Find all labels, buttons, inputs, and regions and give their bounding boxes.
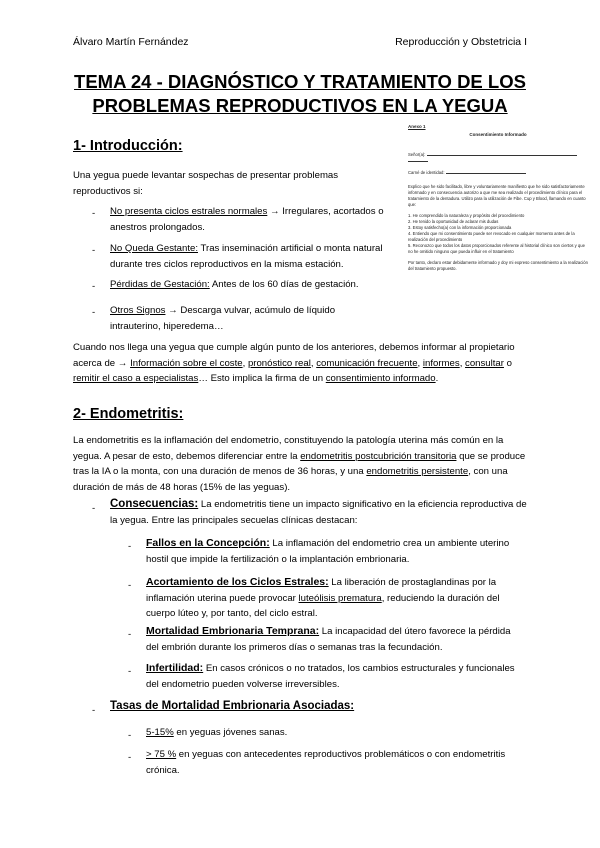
- page-title: [60, 70, 540, 118]
- bullet-dash: -: [92, 245, 96, 256]
- bullet-text: En casos crónicos o no tratados, los cambios estructurales y funcionales del endometrio pueden volverse irreversibles.: [146, 663, 515, 690]
- bullet-dash: -: [128, 666, 132, 677]
- rate-item-2: [146, 747, 531, 778]
- intro-bullet-1: [110, 204, 390, 235]
- bullet-dash: -: [128, 629, 132, 640]
- text: ,: [417, 357, 423, 369]
- intro-bullet-2: [110, 241, 395, 272]
- bullet-dash: -: [92, 281, 96, 292]
- bullet-dash: -: [128, 730, 132, 741]
- bullet-dash: -: [92, 503, 96, 514]
- underlined-term: consentimiento informado: [325, 373, 436, 384]
- text: , con una duración de más de 48 horas (15% de las yeguas).: [73, 466, 508, 493]
- consequence-item-1: [146, 536, 526, 567]
- intro-bullet-3: [110, 277, 395, 293]
- underlined-term: luteólisis prematura: [298, 592, 382, 604]
- bullet-key: Fallos en la Concepción:: [146, 537, 270, 549]
- bullet-dash: -: [92, 705, 96, 716]
- rates-heading: [110, 699, 510, 715]
- underlined-term: informes: [422, 357, 460, 369]
- form-footer: Por tanto, declaro estar debidamente informado y doy mi expreso consentimiento a la realización del tratamiento propuesto.: [408, 260, 588, 271]
- consent-form-image: [408, 124, 588, 312]
- text: ,: [310, 357, 317, 369]
- text: .: [435, 373, 439, 384]
- form-title: Consentimiento Informado: [469, 132, 527, 137]
- text: … Esto implica la firma de un: [198, 373, 326, 384]
- bullet-key: No presenta ciclos estrales normales: [110, 206, 268, 217]
- endo-paragraph: [73, 433, 533, 495]
- text: o: [503, 357, 512, 369]
- bullet-dash: -: [128, 541, 132, 552]
- underlined-term: consultar: [465, 357, 504, 369]
- form-blank: [446, 173, 526, 174]
- underlined-term: comunicación frecuente: [316, 357, 418, 369]
- form-id-row: [408, 170, 588, 176]
- bullet-text: La inflamación del endometrio crea un ambiente uterino hostil que impide la fertilización o la implantación embrionaria.: [146, 538, 510, 565]
- underlined-term: pronóstico real: [247, 357, 311, 369]
- underlined-term: endometritis persistente: [366, 466, 469, 477]
- underlined-term: 5-15%: [146, 727, 174, 738]
- bullet-text: Antes de los 60 días de gestación.: [209, 279, 359, 290]
- form-anexo: Anexo 1: [408, 124, 426, 129]
- intro-closing: [73, 340, 535, 387]
- bullet-text: en yeguas con antecedentes reproductivos problemáticos o con endometritis crónica.: [146, 749, 506, 776]
- bullet-dash: -: [92, 307, 96, 318]
- section-heading-endometritis: 2- Endometritis:: [73, 406, 184, 422]
- text: que se produce tras la IA o la monta, con una duración de menos de 36 horas, y una: [73, 450, 526, 477]
- rate-item-1: [146, 725, 526, 741]
- intro-lead: Una yegua puede levantar sospechas de presentar problemas reproductivos si:: [73, 170, 339, 197]
- section-heading-intro: 1- Introducción:: [73, 138, 183, 154]
- title-line-1: TEMA 24 - DIAGNÓSTICO Y TRATAMIENTO DE LOS: [74, 71, 526, 92]
- bullet-key: No Queda Gestante:: [110, 243, 198, 254]
- form-blank: [427, 155, 577, 156]
- text: La endometritis es la inflamación del endometrio, constituyendo la patología uterina más común en la yegua. A pesar de esto, debemos diferenciar entre la: [73, 435, 504, 462]
- bullet-key: Otros Signos: [110, 305, 166, 316]
- form-item: 2. He tenido la oportunidad de aclarar mis dudas: [408, 219, 499, 224]
- bullet-key: Mortalidad Embrionaria Temprana:: [146, 625, 320, 637]
- form-item: 1. He comprendido la naturaleza y propósito del procedimiento: [408, 213, 525, 218]
- form-items: [408, 213, 588, 255]
- bullet-key: Consecuencias:: [110, 498, 199, 510]
- bullet-text: La incapacidad del útero favorece la pérdida del embrión durante los primeros días o semanas tras la fecundación.: [146, 626, 511, 653]
- bullet-dash: -: [128, 752, 132, 763]
- consequence-item-2: [146, 575, 526, 622]
- text: ,: [459, 357, 466, 369]
- bullet-text: Tras inseminación artificial o monta natural durante tres ciclos reproductivos en la misma estación.: [110, 243, 383, 270]
- consequence-item-4: [146, 661, 526, 692]
- form-item: 4. Entiendo que mi consentimiento puede ser revocado en cualquier momento antes de la realización del procedimiento: [408, 231, 575, 242]
- bullet-key: Tasas de Mortalidad Embrionaria Asociadas:: [110, 700, 355, 712]
- form-name-row: [408, 152, 588, 164]
- header-course: Reproducción y Obstetricia I: [395, 36, 527, 48]
- form-label: Señor(a):: [408, 152, 426, 157]
- bullet-text: , reduciendo la duración del cuerpo lúteo y, por tanto, del ciclo estral.: [146, 592, 500, 619]
- form-blank: [408, 161, 428, 162]
- form-body: Explico que he sido facilitado, libre y voluntariamente manifiesto que he sido satisfactoriamente informado y en consecuencia autorizo a que me sea realizado el procedimiento clínico para el tratamiento de la dentadura. Utilizo para la utilización de Fibe. Cup y Blood, llamando en cuanto que:: [408, 184, 586, 207]
- bullet-text: La endometritis tiene un impacto significativo en la eficiencia reproductiva de la yegua. Entre las principales secuelas clínicas destacan:: [110, 499, 527, 526]
- bullet-text: La liberación de prostaglandinas por la inflamación uterina puede provocar: [146, 577, 497, 604]
- title-line-2: PROBLEMAS REPRODUCTIVOS EN LA YEGUA: [92, 95, 508, 116]
- bullet-dash: -: [128, 580, 132, 591]
- bullet-text: → Descarga vulvar, acúmulo de líquido intrauterino, hiperedema…: [110, 305, 336, 332]
- underlined-term: remitir el caso a especialistas: [73, 373, 199, 384]
- form-label: Carné de identidad:: [408, 170, 445, 175]
- consequences-intro: [110, 497, 530, 528]
- underlined-term: endometritis postcubrición transitoria: [300, 450, 457, 462]
- header-author: Álvaro Martín Fernández: [73, 36, 189, 48]
- underlined-term: > 75 %: [146, 749, 177, 760]
- bullet-key: Pérdidas de Gestación:: [110, 279, 210, 290]
- bullet-text: → Irregulares, acortados o anestros prolongados.: [110, 206, 384, 233]
- underlined-term: Información sobre el coste: [130, 357, 243, 369]
- bullet-text: en yeguas jóvenes sanas.: [173, 727, 288, 738]
- bullet-dash: -: [92, 208, 96, 219]
- form-item: 5. Reconozco que todos los datos proporcionados referente al historial clínico son ciertos y que no he omitido ninguno que pueda influir en el tratamiento: [408, 243, 585, 254]
- text: Cuando nos llega una yegua que cumple algún punto de los anteriores, debemos informar al propietario acerca de →: [73, 342, 515, 369]
- text: ,: [242, 357, 248, 369]
- intro-bullet-4: [110, 303, 370, 334]
- form-item: 3. Estoy satisfecho(a) con la información proporcionada: [408, 225, 512, 230]
- bullet-key: Acortamiento de los Ciclos Estrales:: [146, 576, 329, 588]
- consequence-item-3: [146, 624, 526, 655]
- bullet-key: Infertilidad:: [146, 662, 204, 674]
